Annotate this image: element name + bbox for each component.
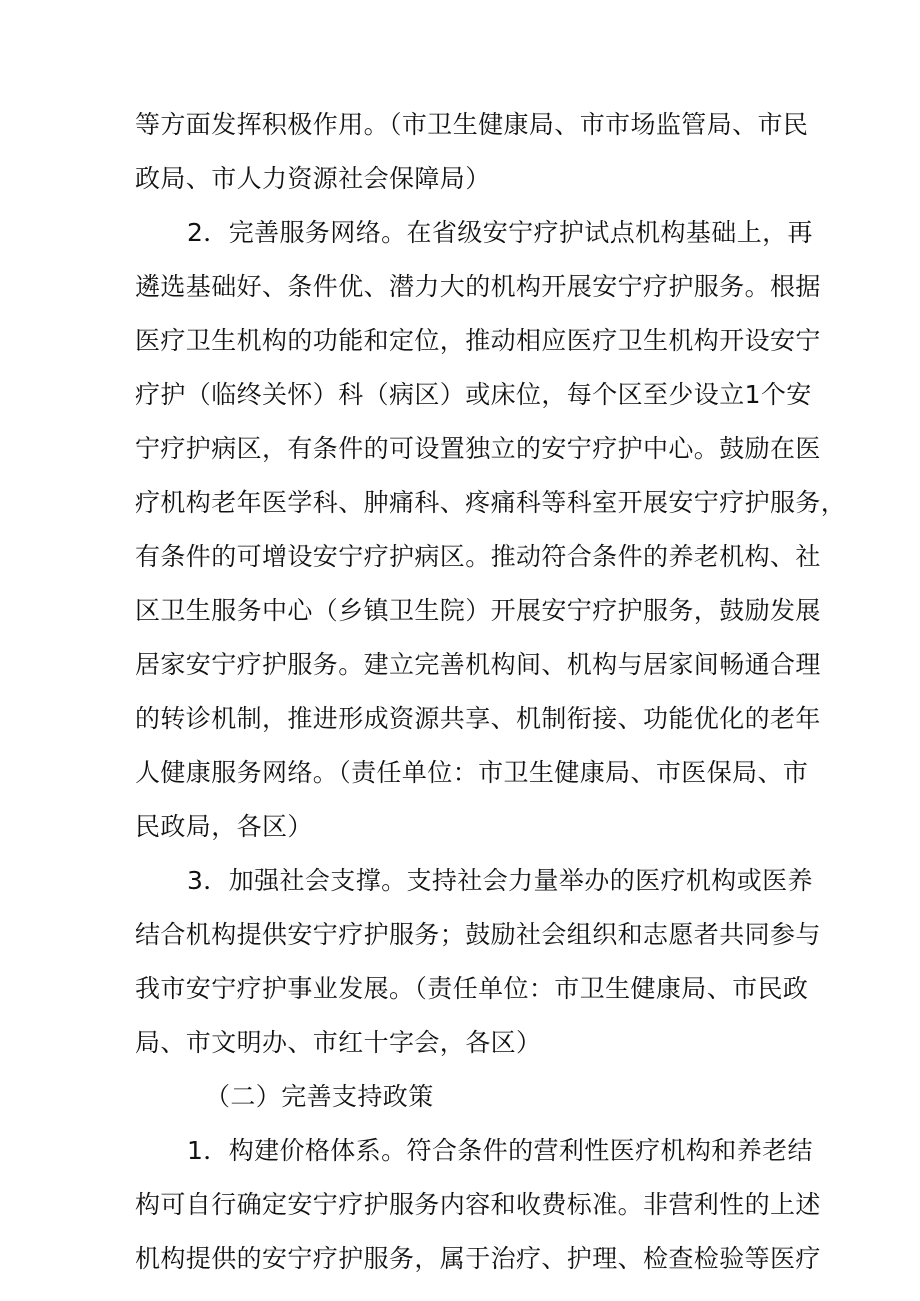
paragraph-line: 人健康服务网络。（责任单位：市卫生健康局、市医保局、市 (135, 758, 809, 787)
paragraph-line: 我市安宁疗护事业发展。（责任单位：市卫生健康局、市民政 (135, 974, 809, 1003)
paragraph-line: 医疗卫生机构的功能和定位，推动相应医疗卫生机构开设安宁 (135, 326, 821, 355)
paragraph-line: 政局、市人力资源社会保障局） (135, 164, 491, 193)
paragraph-line: 机构提供的安宁疗护服务，属于治疗、护理、检查检验等医疗 (135, 1244, 821, 1273)
paragraph-line: 疗护（临终关怀）科（病区）或床位，每个区至少设立1个安 (135, 380, 812, 409)
section-3-line: 3．加强社会支撑。支持社会力量举办的医疗机构或医养 (187, 866, 813, 895)
paragraph-line: 构可自行确定安宁疗护服务内容和收费标准。非营利性的上述 (135, 1190, 821, 1219)
paragraph-line: 宁疗护病区，有条件的可设置独立的安宁疗护中心。鼓励在医 (135, 434, 821, 463)
paragraph-line: 有条件的可增设安宁疗护病区。推动符合条件的养老机构、社 (135, 542, 821, 571)
section-1-line: 1．构建价格体系。符合条件的营利性医疗机构和养老结 (187, 1136, 813, 1165)
paragraph-line: 民政局，各区） (135, 812, 313, 841)
paragraph-line: 的转诊机制，推进形成资源共享、机制衔接、功能优化的老年 (135, 704, 821, 733)
section-heading: （二）完善支持政策 (205, 1082, 434, 1111)
paragraph-line: 遴选基础好、条件优、潜力大的机构开展安宁疗护服务。根据 (135, 272, 821, 301)
paragraph-line: 等方面发挥积极作用。（市卫生健康局、市市场监管局、市民 (135, 110, 809, 139)
document-body (135, 98, 847, 1286)
paragraph-line: 疗机构老年医学科、肿痛科、疼痛科等科室开展安宁疗护服务， (135, 488, 847, 517)
section-2-line: 2．完善服务网络。在省级安宁疗护试点机构基础上，再 (187, 218, 813, 247)
paragraph-line: 区卫生服务中心（乡镇卫生院）开展安宁疗护服务，鼓励发展 (135, 596, 821, 625)
paragraph-line: 结合机构提供安宁疗护服务；鼓励社会组织和志愿者共同参与 (135, 920, 821, 949)
paragraph-line: 局、市文明办、市红十字会，各区） (135, 1028, 542, 1057)
paragraph-line: 居家安宁疗护服务。建立完善机构间、机构与居家间畅通合理 (135, 650, 821, 679)
